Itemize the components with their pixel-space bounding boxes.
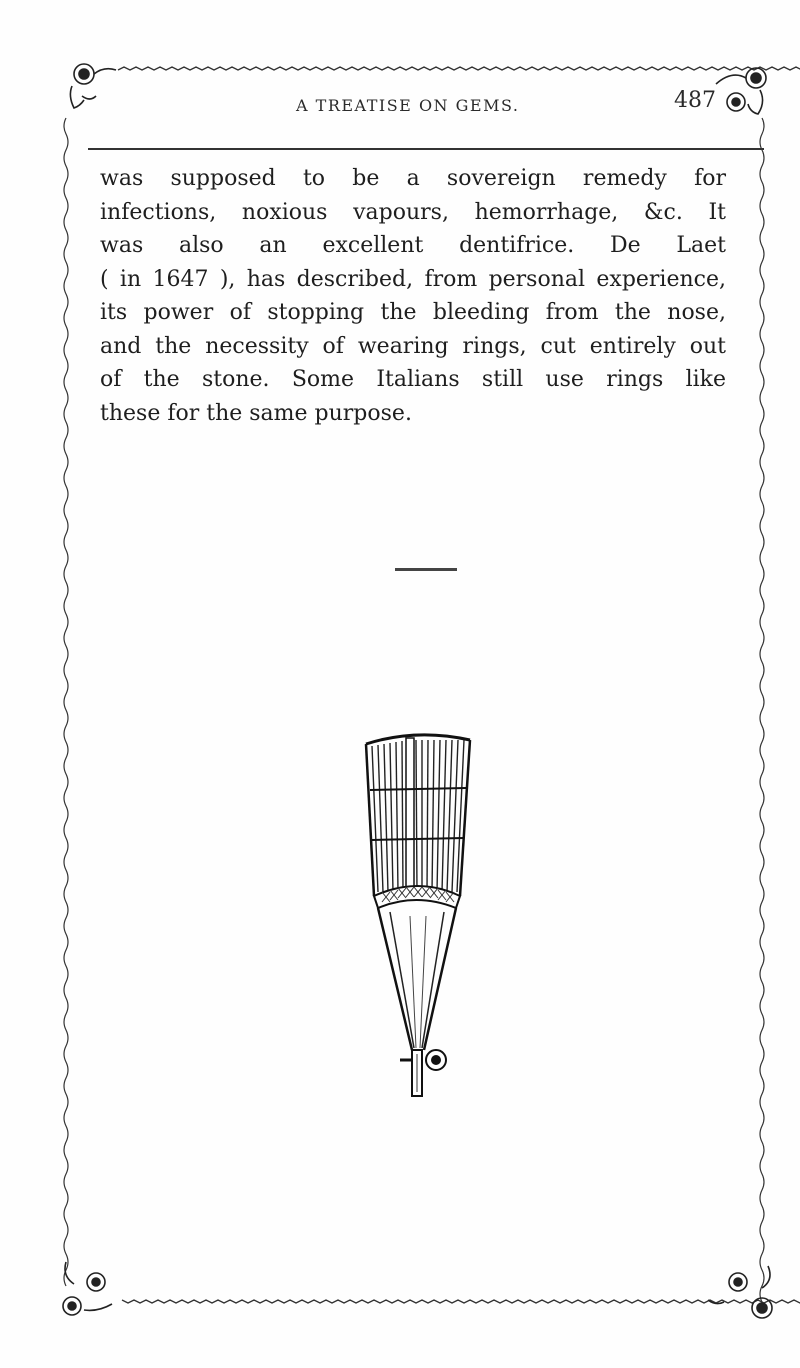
header-rule (88, 148, 764, 150)
text-line: infections, noxious vapours, hemorrhage, &c. It (100, 199, 726, 225)
corner-ornament-top-left (70, 64, 116, 108)
text-line: its power of stopping the bleeding from the nose, (100, 300, 726, 325)
text-line: was supposed to be a sovereign remedy for (100, 166, 726, 191)
page-number: 487 (674, 88, 716, 113)
corner-ornament-top-right (716, 68, 766, 114)
text-line: ( in 1647 ), has described, from personal experience, (100, 266, 726, 292)
text-line: and the necessity of wearing rings, cut entirely out (100, 333, 726, 359)
section-dash (395, 568, 457, 571)
running-head: A TREATISE ON GEMS. (296, 96, 520, 115)
corner-ornament-bottom-left (63, 1262, 112, 1315)
fan-shaped-ring-illustration-icon (360, 730, 476, 1110)
corner-ornament-bottom-right (708, 1266, 772, 1318)
text-line: these for the same purpose. (100, 400, 412, 426)
text-line: of the stone. Some Italians still use rings like (100, 367, 726, 392)
text-line: was also an excellent dentifrice. De Laet (100, 233, 726, 258)
body-paragraph (100, 162, 726, 430)
